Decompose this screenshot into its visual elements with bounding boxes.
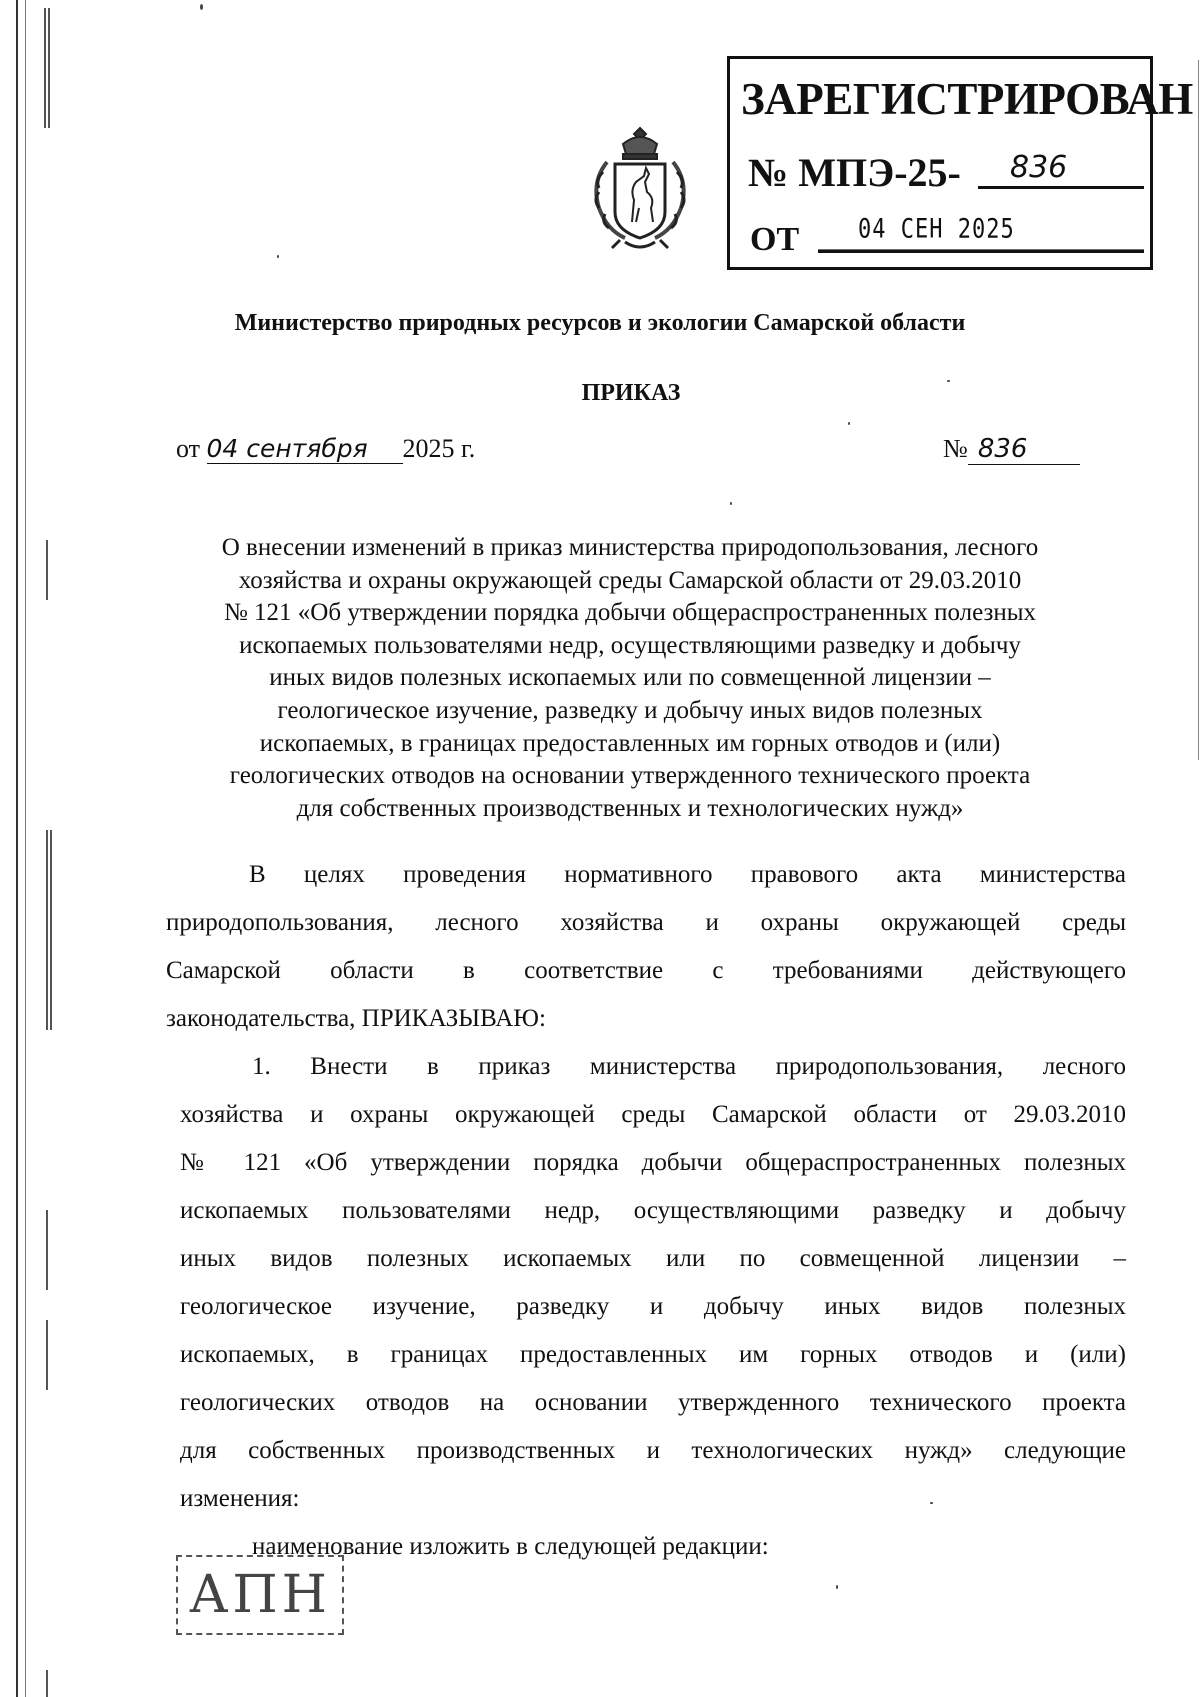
item-1-line: для собственных производственных и технологических нужд» следующие (180, 1437, 1126, 1464)
scan-speck (848, 422, 850, 425)
title-line: № 121 «Об утверждении порядка добычи общераспространенных полезных (223, 599, 1037, 627)
scan-speck (277, 255, 279, 258)
scan-edge-line (25, 0, 26, 1697)
preamble-line: В целях проведения нормативного правового акта министерства (249, 861, 1126, 888)
scan-artifact (46, 1320, 48, 1390)
order-date-handwritten: 04 сентября (207, 434, 403, 464)
title-line: О внесении изменений в приказ министерства природопользования, лесного (221, 534, 1039, 561)
preamble-line: законодательства, ПРИКАЗЫВАЮ: (166, 1005, 546, 1032)
preamble-line: Самарской области в соответствие с требованиями действующего (166, 957, 1126, 984)
item-1-line: 1. Внести в приказ министерства природопользования, лесного (252, 1053, 1126, 1080)
stamp-title: ЗАРЕГИСТРИРОВАН (741, 74, 1193, 124)
title-line: ископаемых пользователями недр, осуществляющими разведку и добычу (239, 631, 1021, 659)
order-number-handwritten: 836 (968, 434, 1080, 465)
document-title (160, 532, 1100, 825)
item-1-line: геологическое изучение, разведку и добычу иных видов полезных (180, 1293, 1126, 1320)
preamble-line: природопользования, лесного хозяйства и охраны окружающей среды (166, 909, 1126, 936)
scan-artifact (46, 830, 48, 1030)
title-line: иных видов полезных ископаемых или по совмещенной лицензии – (269, 664, 991, 692)
scan-artifact (50, 830, 52, 1030)
order-date-prefix: от (176, 434, 201, 463)
item-1-line: ископаемых, в границах предоставленных им горных отводов и (или) (180, 1341, 1126, 1368)
order-date-suffix: 2025 г. (402, 434, 476, 463)
item-1-line: № 121 «Об утверждении порядка добычи общераспространенных полезных (180, 1149, 1126, 1176)
order-number-prefix: № (943, 434, 968, 463)
title-line: ископаемых, в границах предоставленных им горных отводов и (или) (259, 729, 1001, 757)
scan-speck (200, 4, 203, 10)
scan-artifact (44, 8, 46, 128)
registration-stamp (727, 56, 1193, 270)
title-line: геологическое изучение, разведку и добычу иных видов полезных (277, 696, 983, 724)
ministry-name: Министерство природных ресурсов и экологии Самарской области (234, 310, 966, 336)
item-1-line: геологических отводов на основании утвержденного технического проекта (180, 1389, 1126, 1416)
apn-stamp: АПН (176, 1555, 344, 1635)
title-line: хозяйства и охраны окружающей среды Самарской области от 29.03.2010 (238, 566, 1022, 594)
stamp-date-value: 04 СЕН 2025 (818, 207, 1144, 253)
order-number (943, 434, 1080, 465)
samara-coat-of-arms-icon (585, 122, 695, 254)
preamble-paragraph (166, 851, 1126, 1043)
item-1-line: ископаемых пользователями недр, осуществляющими разведку и добычу (180, 1197, 1126, 1224)
scan-artifact (46, 1670, 48, 1697)
order-date (176, 434, 475, 464)
scan-speck (836, 1585, 838, 1589)
scan-artifact (46, 1210, 48, 1290)
item-1-line: хозяйства и охраны окружающей среды Самарской области от 29.03.2010 (180, 1101, 1126, 1128)
document-type: ПРИКАЗ (581, 380, 681, 406)
scan-edge-line (16, 0, 18, 1697)
scan-artifact (46, 540, 48, 600)
stamp-date-label: ОТ (750, 221, 800, 258)
item-1-line: изменения: (180, 1485, 300, 1512)
stamp-number-label: № МПЭ-25- (748, 150, 961, 195)
stamp-number-handwritten: 836 (978, 147, 1144, 189)
scan-artifact (48, 8, 50, 128)
item-1-paragraph (180, 1043, 1126, 1523)
title-line: для собственных производственных и технологических нужд» (296, 794, 964, 822)
title-line: геологических отводов на основании утвержденного технического проекта (229, 762, 1031, 790)
scan-edge-line (1198, 60, 1199, 760)
item-1-line: иных видов полезных ископаемых или по совмещенной лицензии – (180, 1245, 1126, 1272)
scan-speck (730, 502, 732, 505)
naming-instruction: наименование изложить в следующей редакции: (252, 1533, 769, 1560)
